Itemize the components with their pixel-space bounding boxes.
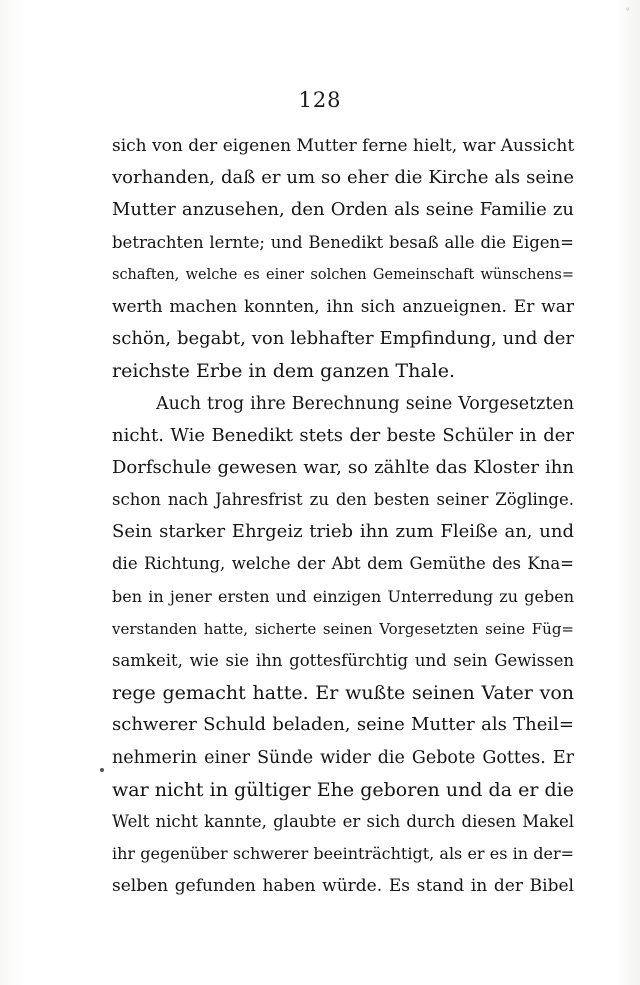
text-line: samkeit, wie sie ihn gottesfürchtig und sein Gewissen (112, 651, 574, 670)
text-line: die Richtung, welche der Abt dem Gemüthe des Kna= (112, 554, 574, 574)
corner-mark: ᵛ (625, 6, 630, 17)
text-line: rege gemacht hatte. Er wußte seinen Vater von (112, 682, 574, 705)
text-line: Dorfschule gewesen war, so zählte das Kloster ihn (112, 456, 574, 478)
text-line: schön, begabt, von lebhafter Empfindung, und der (112, 328, 574, 350)
text-line-paragraph-end: reichste Erbe in dem ganzen Thale. (112, 360, 456, 383)
text-line: vorhanden, daß er um so eher die Kirche als seine (112, 167, 574, 189)
text-line: verstanden hatte, sicherte seinen Vorgesetzten seine Füg= (112, 619, 574, 638)
text-line: sich von der eigenen Mutter ferne hielt, war Aussicht (112, 136, 575, 156)
margin-dot (100, 768, 104, 772)
text-line: Welt nicht kannte, glaubte er sich durch diesen Makel (112, 811, 574, 831)
text-line: nehmerin einer Sünde wider die Gebote Gottes. Er (112, 747, 574, 768)
text-line: Mutter anzusehen, den Orden als seine Familie zu (112, 199, 574, 221)
text-line: war nicht in gültiger Ehe geboren und da er die (112, 778, 574, 801)
text-line: selben gefunden haben würde. Es stand in der Bibel (112, 876, 574, 897)
text-line: schon nach Jahresfrist zu den besten seiner Zöglinge. (112, 490, 574, 510)
text-line-paragraph-start: Auch trog ihre Berechnung seine Vorgesetzten (156, 393, 574, 414)
text-line: schwerer Schuld beladen, seine Mutter als Theil= (112, 714, 574, 736)
text-line: ihr gegenüber schwerer beeinträchtigt, als er es in der= (112, 844, 574, 864)
text-line: schaften, welche es einer solchen Gemeinschaft wünschens= (112, 266, 574, 283)
text-line: ben in jener ersten und einzigen Unterredung zu geben (112, 586, 574, 606)
page-number: 128 (298, 88, 342, 112)
text-line: Sein starker Ehrgeiz trieb ihn zum Fleiße an, und (112, 521, 574, 543)
text-line: nicht. Wie Benedikt stets der beste Schüler in der (112, 424, 574, 446)
text-line: betrachten lernte; und Benedikt besaß alle die Eigen= (112, 232, 574, 252)
text-line: werth machen konnten, ihn sich anzueignen. Er war (112, 296, 574, 317)
body-text (112, 130, 574, 903)
